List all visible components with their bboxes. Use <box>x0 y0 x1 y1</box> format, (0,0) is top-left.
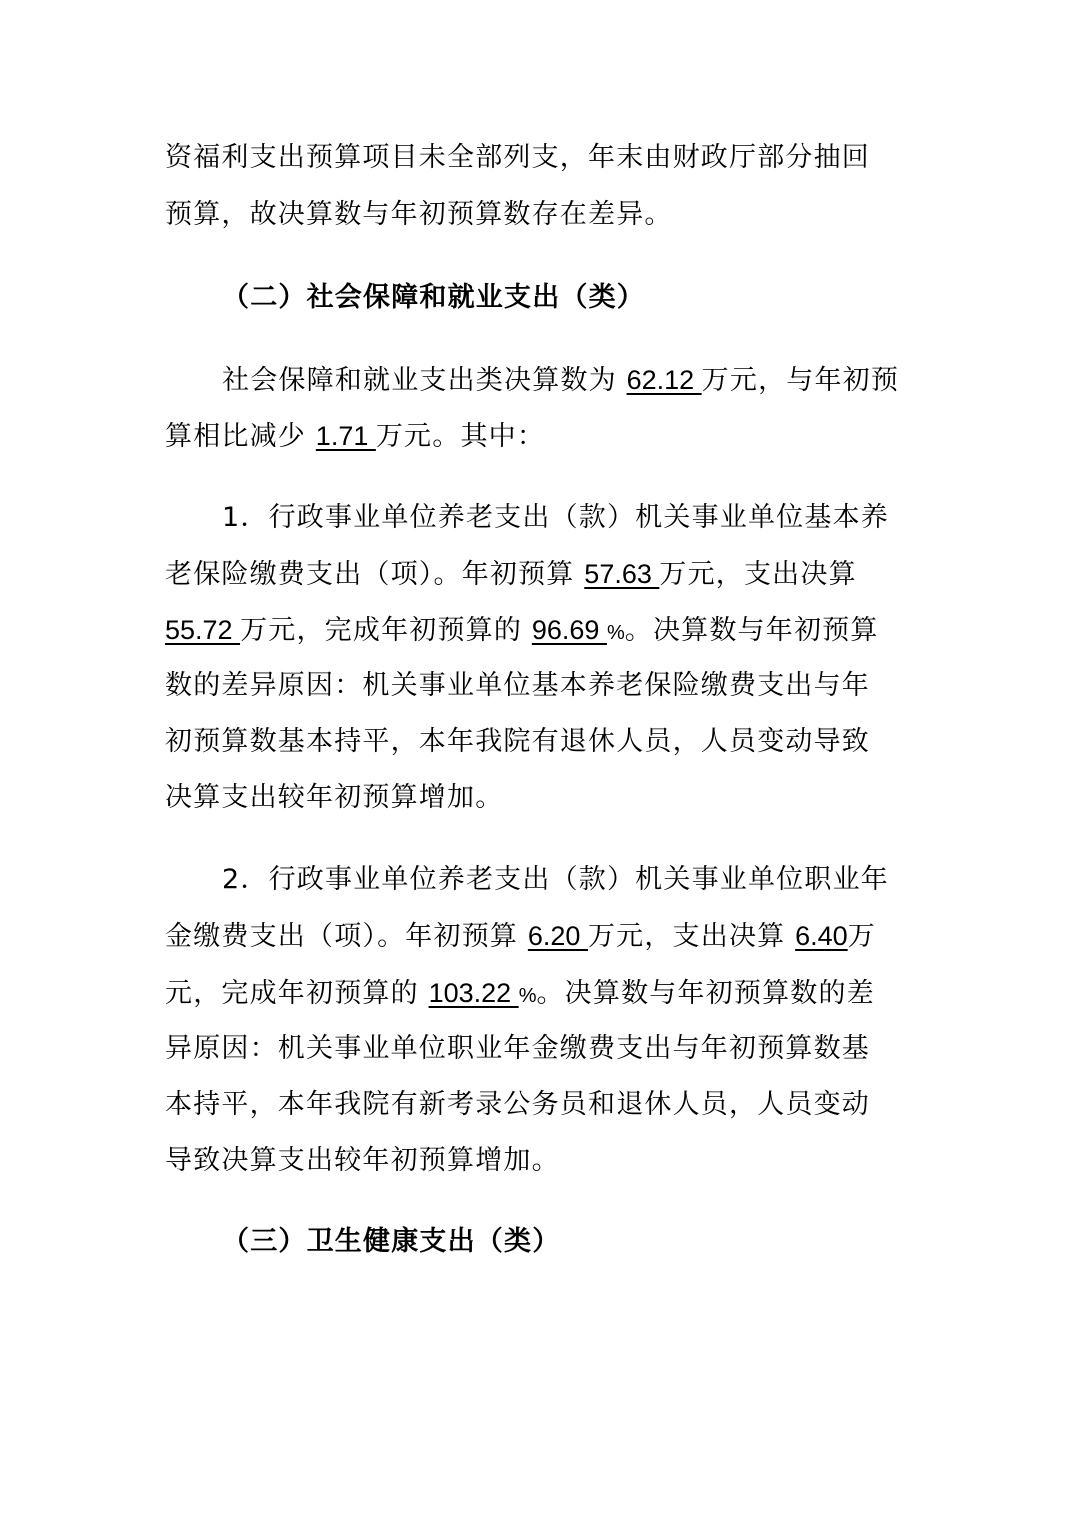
text-run: 。决算数与年初预算 <box>624 615 879 646</box>
text-run: 算相比减少 <box>165 421 316 452</box>
item-1-line: 决算支出较年初预算增加。 <box>165 782 504 813</box>
item-2-line: 2．行政事业单位养老支出（款）机关事业单位职业年 <box>222 864 889 895</box>
item-1-line: 数的差异原因：机关事业单位基本养老保险缴费支出与年 <box>165 670 870 701</box>
item-2-line: 导致决算支出较年初预算增加。 <box>165 1145 560 1176</box>
item-1-line <box>165 554 915 594</box>
total-amount-value: 62.12 <box>626 365 702 395</box>
text-run: 社会保障和就业支出类决算数为 <box>222 365 627 396</box>
section-heading-health: （三）卫生健康支出（类） <box>222 1226 561 1257</box>
item-2-actual-value: 6.40 <box>795 921 848 951</box>
section-heading-social-security: （二）社会保障和就业支出（类） <box>222 282 645 313</box>
item-1-line: 1．行政事业单位养老支出（款）机关事业单位基本养 <box>222 502 889 533</box>
item-1-actual-value: 55.72 <box>165 615 241 645</box>
percent-sign: % <box>606 622 625 644</box>
text-run: 万元，完成年初预算的 <box>240 615 532 646</box>
item-2-line: 异原因：机关事业单位职业年金缴费支出与年初预算数基 <box>165 1033 870 1064</box>
item-1-budget-value: 57.63 <box>584 559 660 589</box>
item-2-rate-value: 103.22 <box>428 978 519 1008</box>
item-1-rate-value: 96.69 <box>531 615 607 645</box>
item-2-line: 本持平，本年我院有新考录公务员和退休人员，人员变动 <box>165 1089 870 1120</box>
decrease-amount-value: 1.71 <box>315 421 376 451</box>
percent-sign: % <box>518 985 537 1007</box>
paragraph-line <box>222 360 915 400</box>
text-run: 万元。其中： <box>375 421 546 452</box>
text-run: 万元，与年初预 <box>701 365 900 396</box>
item-1-line <box>165 610 915 650</box>
text-run: 元，完成年初预算的 <box>165 978 429 1009</box>
text-run: 万元，支出决算 <box>587 921 796 952</box>
text-run: 金缴费支出（项）。年初预算 <box>165 921 528 952</box>
paragraph-line <box>165 416 915 456</box>
text-run: 。决算数与年初预算数的差 <box>536 978 875 1009</box>
text-run: 老保险缴费支出（项）。年初预算 <box>165 559 585 590</box>
item-2-budget-value: 6.20 <box>527 921 588 951</box>
text-run: 万元，支出决算 <box>659 559 857 590</box>
text-run: 万 <box>847 921 876 952</box>
paragraph-line: 预算，故决算数与年初预算数存在差异。 <box>165 199 673 230</box>
item-2-line <box>165 916 915 956</box>
item-1-line: 初预算数基本持平，本年我院有退休人员，人员变动导致 <box>165 726 870 757</box>
paragraph-line: 资福利支出预算项目未全部列支，年末由财政厅部分抽回 <box>165 142 870 173</box>
item-2-line <box>165 973 915 1013</box>
